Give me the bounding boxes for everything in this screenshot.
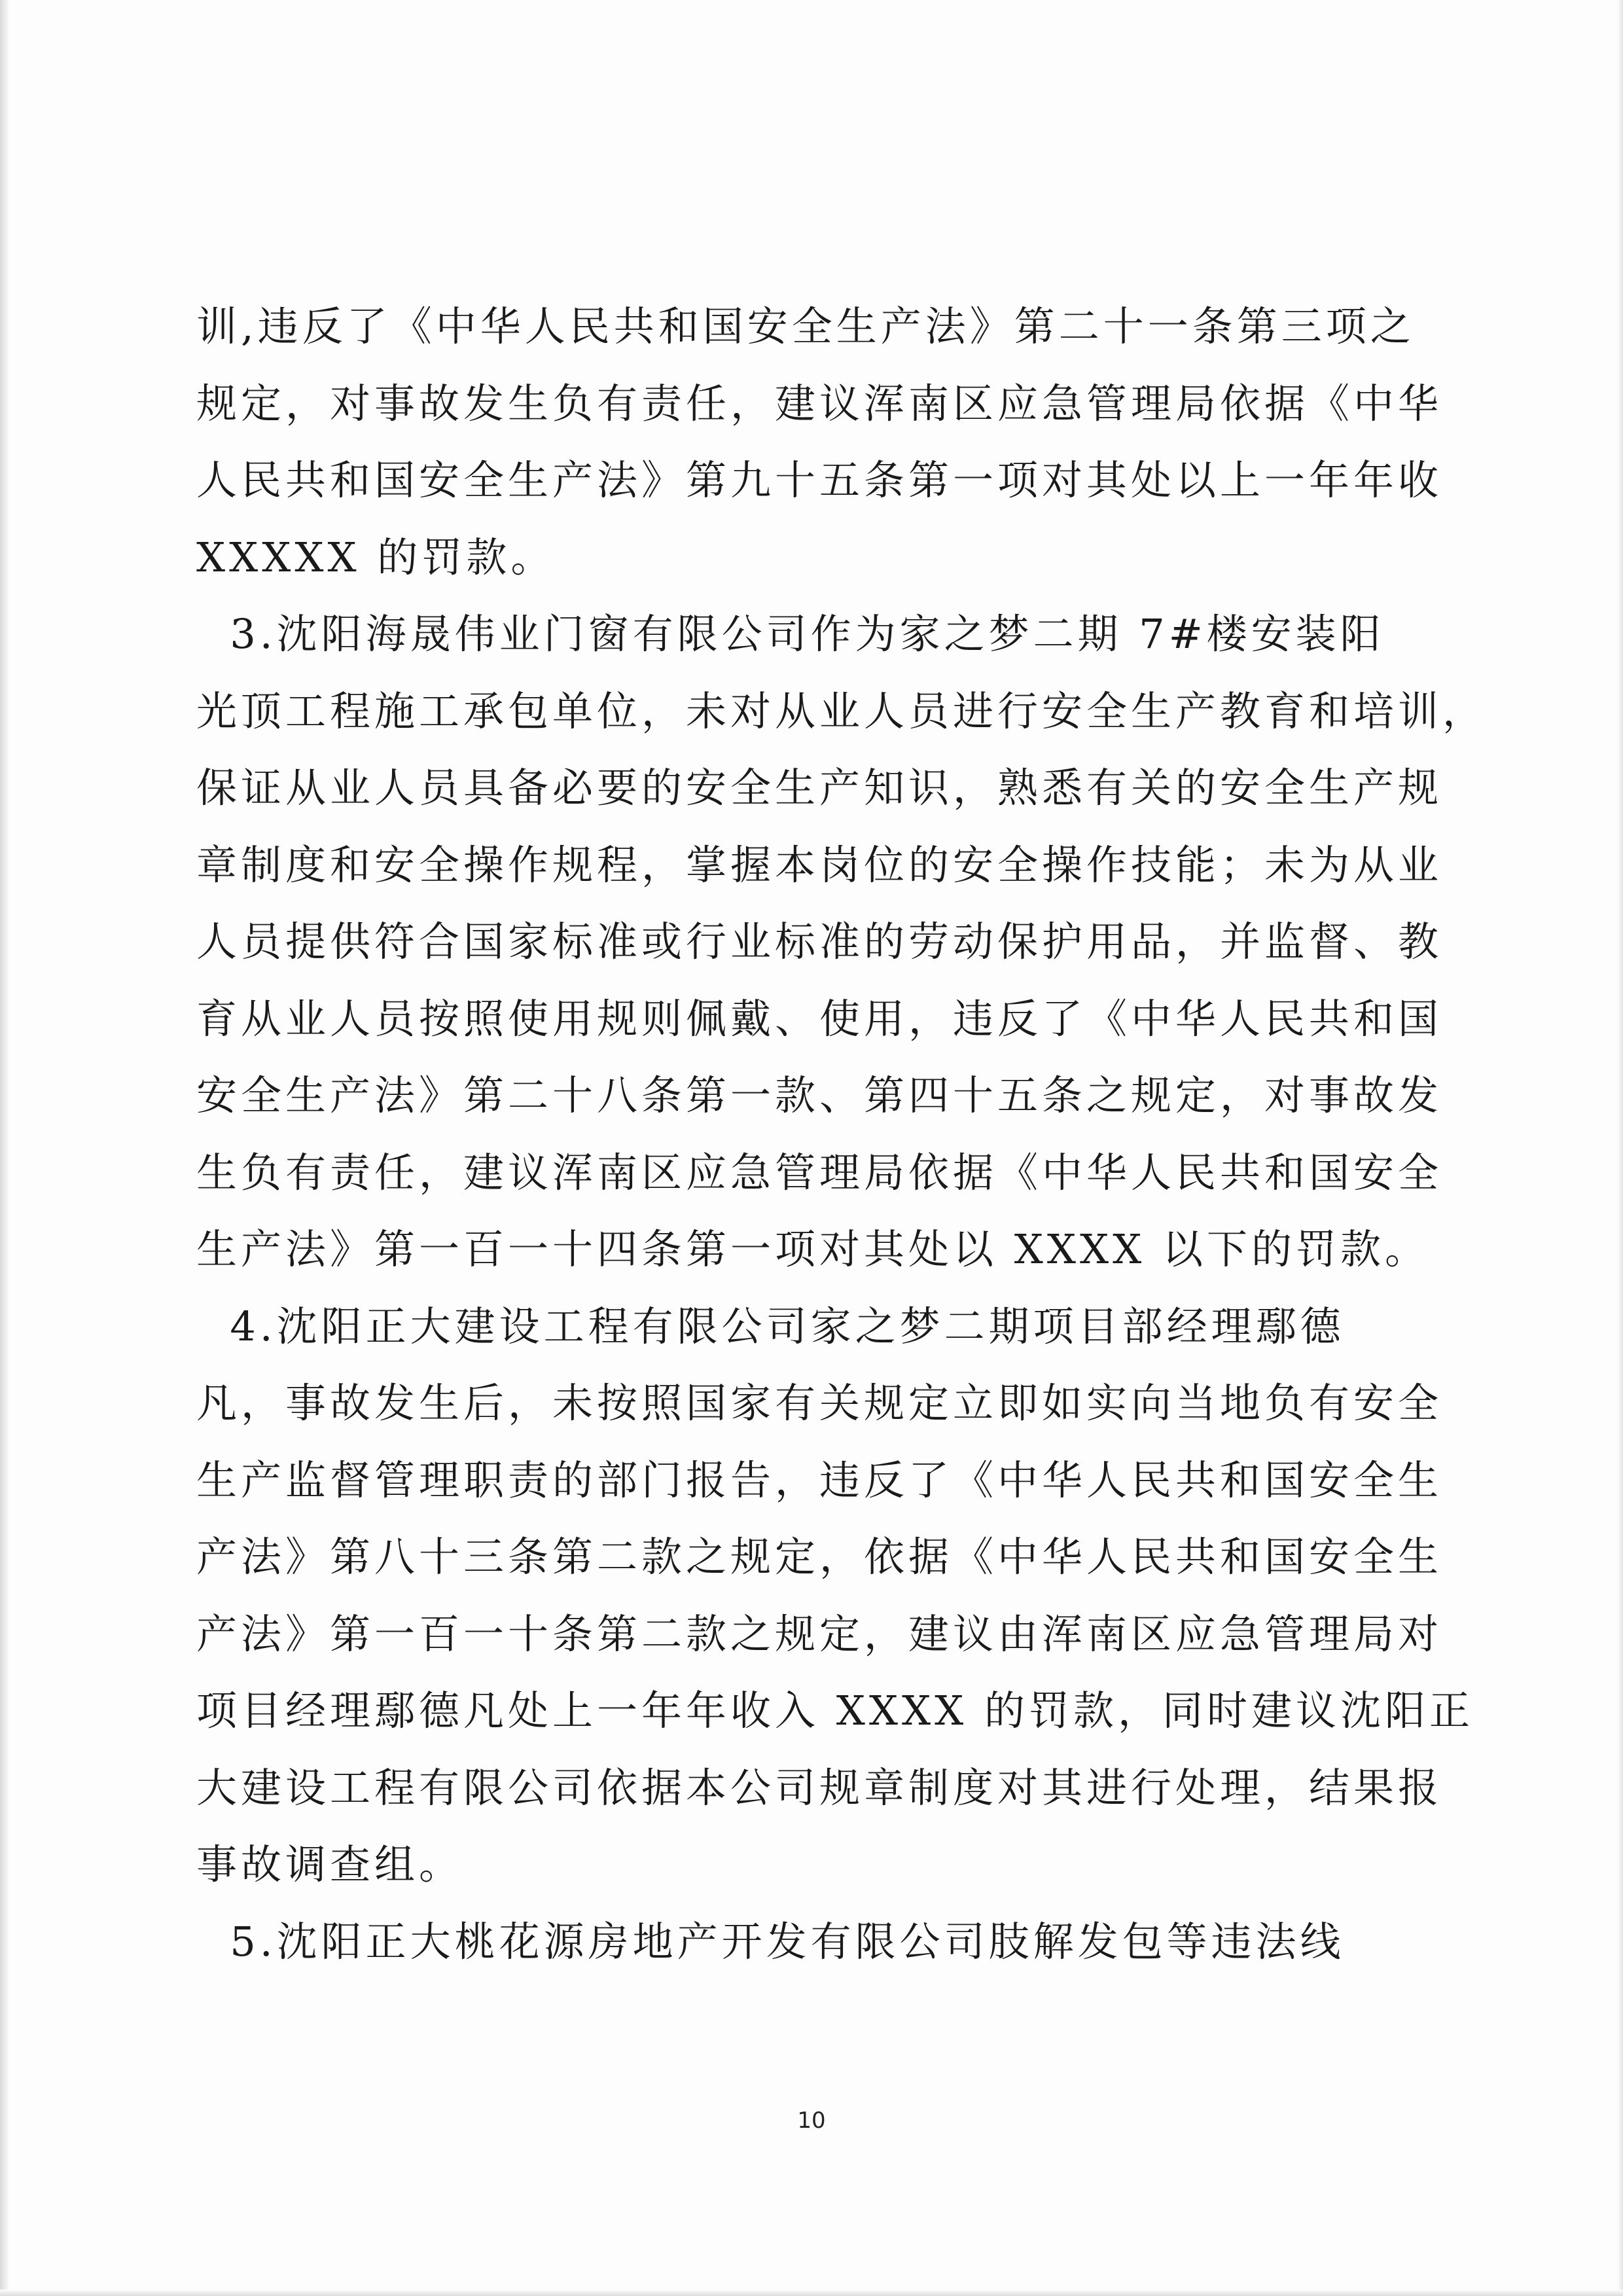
scan-shadow-right: [1618, 0, 1623, 2296]
text-line: 训,违反了《中华人民共和国安全生产法》第二十一条第三项之: [196, 302, 1415, 350]
text-line: XXXXX 的罚款。: [196, 533, 556, 581]
text-line: 事故调查组。: [196, 1840, 464, 1888]
document-body: [196, 288, 1488, 1980]
text-line: 生负有责任，建议浑南区应急管理局依据《中华人民共和国安全: [196, 1148, 1443, 1196]
text-line: 产法》第一百一十条第二款之规定，建议由浑南区应急管理局对: [196, 1609, 1443, 1658]
text-line: 人民共和国安全生产法》第九十五条第一项对其处以上一年年收: [196, 456, 1443, 504]
text-line: 大建设工程有限公司依据本公司规章制度对其进行处理，结果报: [196, 1763, 1443, 1812]
scan-shadow-left: [0, 0, 9, 2296]
scan-shadow-bottom: [0, 2289, 1623, 2296]
text-line: 人员提供符合国家标准或行业标准的劳动保护用品，并监督、教: [196, 918, 1443, 965]
text-line: 安全生产法》第二十八条第一款、第四十五条之规定，对事故发: [196, 1071, 1443, 1119]
text-line: 凡，事故发生后，未按照国家有关规定立即如实向当地负有安全: [196, 1379, 1443, 1427]
text-line: 育从业人员按照使用规则佩戴、使用，违反了《中华人民共和国: [196, 994, 1443, 1043]
text-line: 保证从业人员具备必要的安全生产知识，熟悉有关的安全生产规: [196, 764, 1443, 812]
text-line: 项目经理鄢德凡处上一年年收入 XXXX 的罚款，同时建议沈阳正: [196, 1687, 1474, 1734]
text-line: 规定，对事故发生负有责任，建议浑南区应急管理局依据《中华: [196, 379, 1443, 427]
paragraph-5-first-line: 5.沈阳正大桃花源房地产开发有限公司肢解发包等违法线: [196, 1917, 1345, 1965]
text-line: 生产监督管理职责的部门报告，违反了《中华人民共和国安全生: [196, 1456, 1443, 1504]
paragraph-3-first-line: 3.沈阳海晟伟业门窗有限公司作为家之梦二期 7#楼安装阳: [196, 610, 1385, 658]
text-line: 生产法》第一百一十四条第一项对其处以 XXXX 以下的罚款。: [196, 1225, 1429, 1273]
text-line: 光顶工程施工承包单位，未对从业人员进行安全生产教育和培训，: [196, 687, 1488, 735]
text-line: 章制度和安全操作规程，掌握本岗位的安全操作技能；未为从业: [196, 840, 1443, 889]
text-line: 产法》第八十三条第二款之规定，依据《中华人民共和国安全生: [196, 1533, 1443, 1581]
paragraph-4-first-line: 4.沈阳正大建设工程有限公司家之梦二期项目部经理鄢德: [196, 1302, 1345, 1350]
page-number: 10: [797, 2108, 826, 2134]
